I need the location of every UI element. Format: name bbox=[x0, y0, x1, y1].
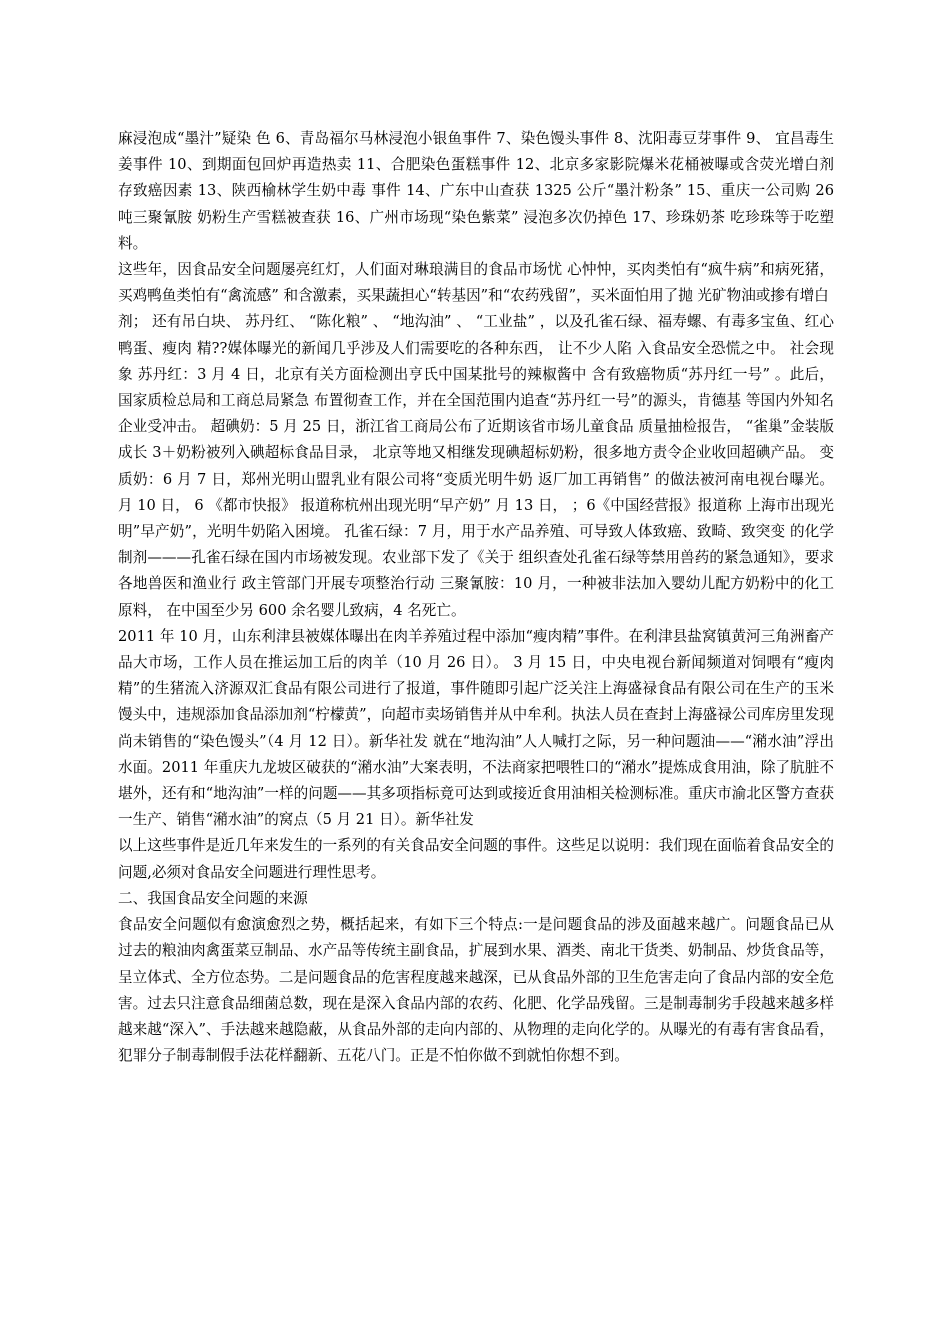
paragraph-three-features: 食品安全问题似有愈演愈烈之势，概括起来，有如下三个特点:一是问题食品的涉及面越来越广。问题食品已从过去的粮油肉禽蛋菜豆制品、水产品等传统主副食品，扩展到水果、酒类、南北干货类、奶制品、炒货食品等，呈立体式、全方位态势。二是问题食品的危害程度越来越深，已从食品外部的卫生危害走向了食品内部的安全危害。过去只注意食品细菌总数，现在是深入食品内部的农药、化肥、化学品残留。三是制毒制劣手段越来越多样越来越“深入”、手法越来越隐蔽，从食品外部的走向内部的、从物理的走向化学的。从曝光的有毒有害食品看，犯罪分子制毒制假手法花样翻新、五花八门。正是不怕你做不到就怕你想不到。 bbox=[118, 916, 834, 1065]
paragraph-event-list: 麻浸泡成“墨汁”疑染 色 6、青岛福尔马林浸泡小银鱼事件 7、染色馒头事件 8、沈阳毒豆芽事件 9、 宜昌毒生姜事件 10、到期面包回炉再造热卖 11、合肥染色蛋糕事件 12、北京多家影院爆米花桶被曝或含荧光增白剂 存致癌因素 13、陕西榆林学生奶中毒 事件 14、广东中山查获 1325 公斤“墨汁粉条” 15、重庆一公司购 26 吨三聚氰胺 奶粉生产雪糕被查获 16、广州市场现“染色紫菜” 浸泡多次仍掉色 17、珍珠奶茶 吃珍珠等于吃塑料。 bbox=[118, 130, 834, 252]
paragraph-food-anxiety: 这些年，因食品安全问题屡亮红灯，人们面对琳琅满目的食品市场忧 心忡忡，买肉类怕有“疯牛病”和病死猪，买鸡鸭鱼类怕有“禽流感” 和含激素，买果蔬担心“转基因”和“农药残留”，买米面怕用了抛 光矿物油或掺有增白 bbox=[118, 261, 834, 305]
section-heading-sources: 二、我国食品安全问题的来源 bbox=[118, 889, 308, 907]
paragraph-2011-events: 2011 年 10 月，山东利津县被媒体曝出在肉羊养殖过程中添加“瘦肉精”事件。在利津县盐窝镇黄河三角洲畜产品大市场，工作人员在推运加工后的肉羊（10 月 26 日）。 3 月 15 日，中央电视台新闻频道对饲喂有“瘦肉精”的生猪流入济源双汇食品有限公司进行了报道，事件随即引起广泛关注上海盛禄食品有限公司在生产的玉米馒头中，违规添加食品添加剂“柠檬黄”，向超市卖场销售并从中牟利。执法人员在查封上海盛禄公司库房里发现尚未销售的“染色馒头”（4 月 12 日）。新华社发 就在“地沟油”人人喊打之际，另一种问题油——“潲水油”浮出水面。2011 年重庆九龙坡区破获的“潲水油”大案表明，不法商家把喂牲口的“潲水”提炼成食用油，除了肮脏不堪外，还有和“地沟油”一样的问题——其多项指标竟可达到或接近食用油相关检测标准。重庆市渝北区警方查获一生产、销售“潲水油”的窝点（5 月 21 日）。新华社发 bbox=[118, 627, 834, 829]
paragraph-social-phenomena: 剂； 还有吊白块、 苏丹红、 “陈化粮” 、 “地沟油” 、 “工业盐” ，以及孔雀石绿、福寿螺、有毒多宝鱼、红心鸭蛋、瘦肉 精??媒体曝光的新闻几乎涉及人们需要吃的各种东西， 让不少人陷 入食品安全恐慌之中。 社会现象 苏丹红：3 月 4 日，北京有关方面检测出亨氏中国某批号的辣椒酱中 含有致癌物质“苏丹红一号” 。此后，国家质检总局和工商总局紧急 布置彻查工作，并在全国范围内追查“苏丹红一号”的源头，肯德基 等国内外知名企业受冲击。 超碘奶：5 月 25 日，浙江省工商局公布了近期该省市场儿童食品 质量抽检报告， “雀巢”金装版成长 3＋奶粉被列入碘超标食品目录， 北京等地又相继发现碘超标奶粉，很多地方责令企业收回超碘产品。 变质奶：6 月 7 日，郑州光明山盟乳业有限公司将“变质光明牛奶 返厂加工再销售” 的做法被河南电视台曝光。 月 10 日， 6 《都市快报》 报道称杭州出现光明“早产奶” 月 13 日， ；6《中国经营报》报道称 上海市出现光明”早产奶”，光明牛奶陷入困境。 孔雀石绿：7 月，用于水产品养殖、可导致人体致癌、致畸、致突变 的化学制剂———孔雀石绿在国内市场被发现。农业部下发了《关于 组织查处孔雀石绿等禁用兽药的紧急通知》，要求各地兽医和渔业行 政主管部门开展专项整治行动 三聚氰胺：10 月，一种被非法加入婴幼儿配方奶粉中的化工原料， 在中国至少另 600 余名婴儿致病，4 名死亡。 bbox=[118, 313, 834, 619]
paragraph-summary: 以上这些事件是近几年来发生的一系列的有关食品安全问题的事件。这些足以说明：我们现在面临着食品安全的问题,必须对食品安全问题进行理性思考。 bbox=[118, 837, 834, 881]
document-body bbox=[118, 126, 834, 1069]
